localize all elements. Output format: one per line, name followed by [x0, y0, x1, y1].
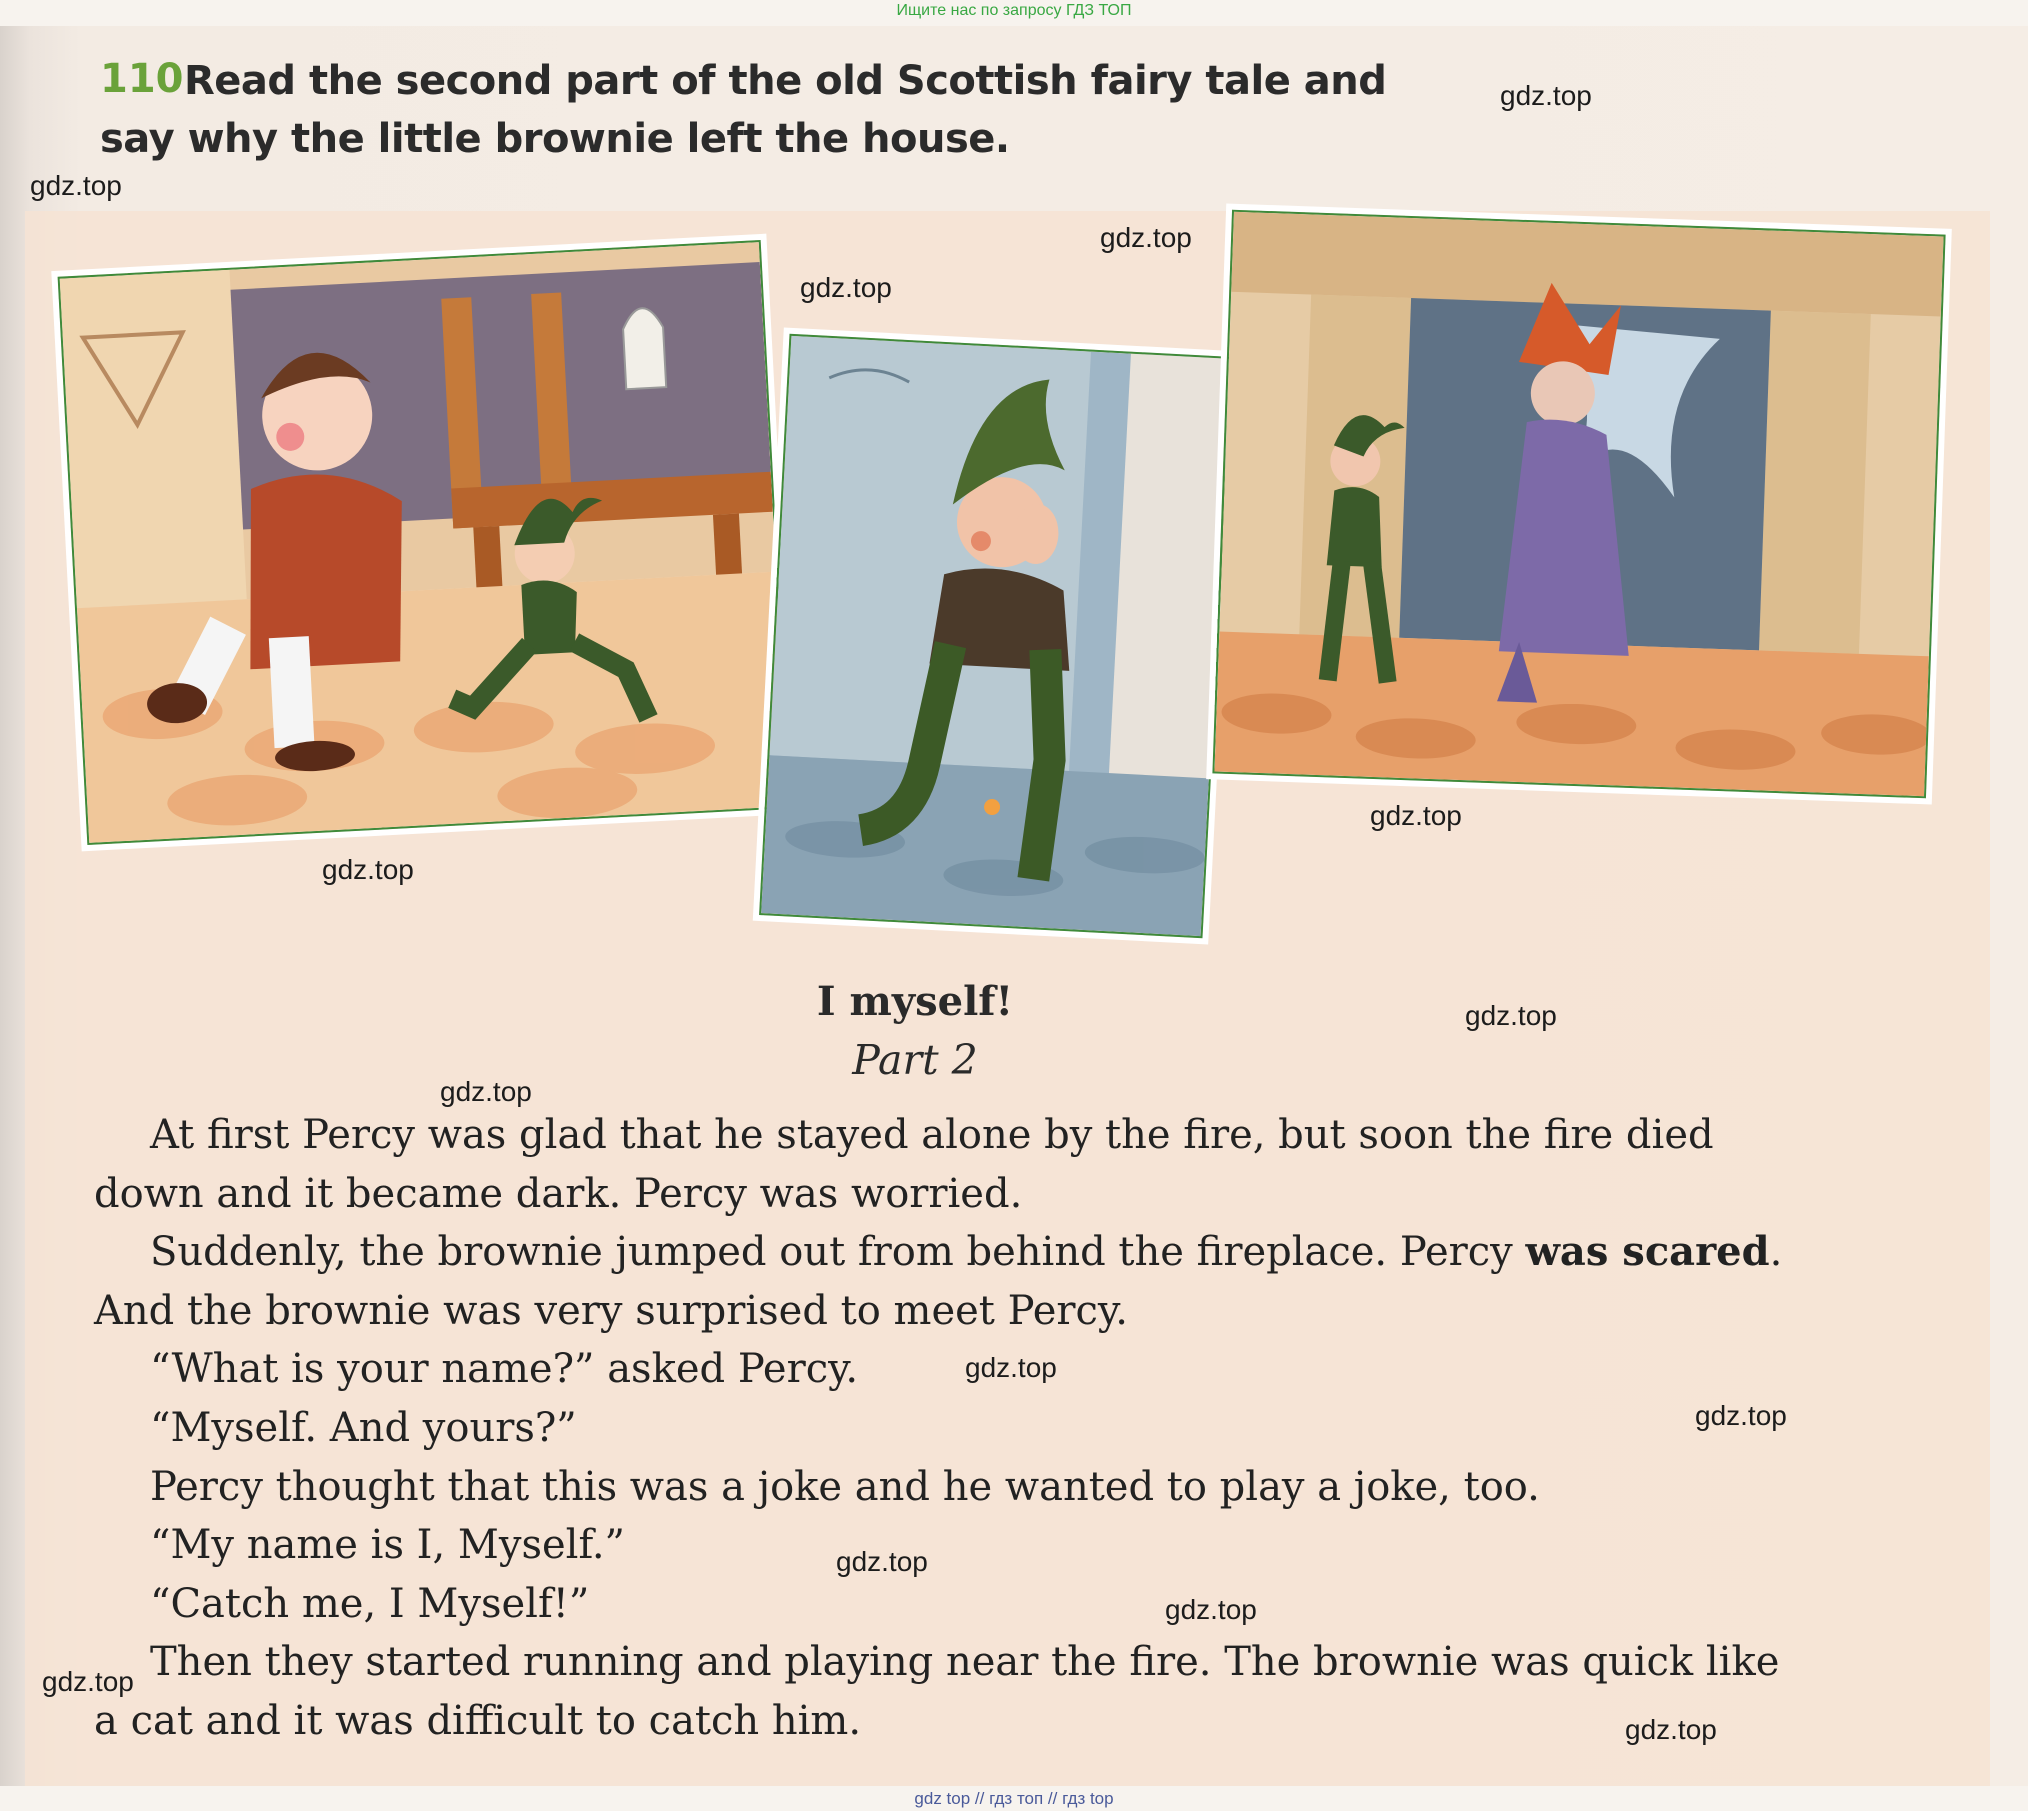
- story-text: [94, 1106, 1814, 1751]
- story-paragraph-3: “What is your name?” asked Percy.: [150, 1346, 859, 1393]
- watermark: gdz.top: [30, 170, 122, 201]
- story-paragraph-5: Percy thought that this was a joke and he wanted to play a joke, too.: [150, 1463, 1540, 1510]
- story-paragraph-7: “Catch me, I Myself!”: [150, 1580, 590, 1627]
- watermark: gdz.top: [42, 1666, 134, 1697]
- watermark: gdz.top: [1165, 1594, 1257, 1625]
- bottom-footer[interactable]: gdz top // гдз топ // гдз top: [914, 1789, 1114, 1808]
- story-paragraph-4: “Myself. And yours?”: [150, 1404, 577, 1451]
- watermark: gdz.top: [1465, 1000, 1557, 1031]
- watermark: gdz.top: [1100, 222, 1192, 253]
- watermark: gdz.top: [1625, 1714, 1717, 1745]
- watermark: gdz.top: [836, 1546, 928, 1577]
- illustration-percy-chasing-brownie: [58, 240, 791, 845]
- watermark: gdz.top: [322, 854, 414, 885]
- illustration-old-fairy-fireplace: [1212, 210, 1945, 799]
- story-part: Part 2: [852, 1036, 978, 1084]
- top-banner[interactable]: Ищите нас по запросу ГДЗ ТОП: [896, 2, 1132, 19]
- story-paragraph-8: Then they started running and playing near the fire. The brownie was quick like a cat and it was difficult to catch him.: [94, 1639, 1780, 1744]
- watermark: gdz.top: [965, 1352, 1057, 1383]
- story-title: I myself!: [816, 978, 1014, 1025]
- illustration-brownie-crying: [759, 334, 1233, 938]
- story-paragraph-6: “My name is I, Myself.”: [150, 1522, 625, 1569]
- watermark: gdz.top: [440, 1076, 532, 1107]
- watermark: gdz.top: [1500, 80, 1592, 111]
- story-paragraph-2: Suddenly, the brownie jumped out from behind the fireplace. Percy was scared. And the brownie was very surprised to meet Percy.: [94, 1228, 1783, 1334]
- old-fairy-icon: [1214, 212, 1943, 796]
- exercise-number: 110: [100, 56, 184, 102]
- highlighted-phrase: was scared: [1525, 1228, 1770, 1276]
- watermark: gdz.top: [800, 272, 892, 303]
- watermark: gdz.top: [1695, 1400, 1787, 1431]
- exercise-instruction: Read the second part of the old Scottish fairy tale and say why the little brownie left the house.: [100, 58, 1387, 162]
- story-paragraph-1: At first Percy was glad that he stayed alone by the fire, but soon the fire died down and it became dark. Percy was worried.: [94, 1112, 1714, 1217]
- brownie-crying-icon: [761, 336, 1231, 936]
- watermark: gdz.top: [1370, 800, 1462, 831]
- boy-chasing-brownie-icon: [60, 242, 789, 843]
